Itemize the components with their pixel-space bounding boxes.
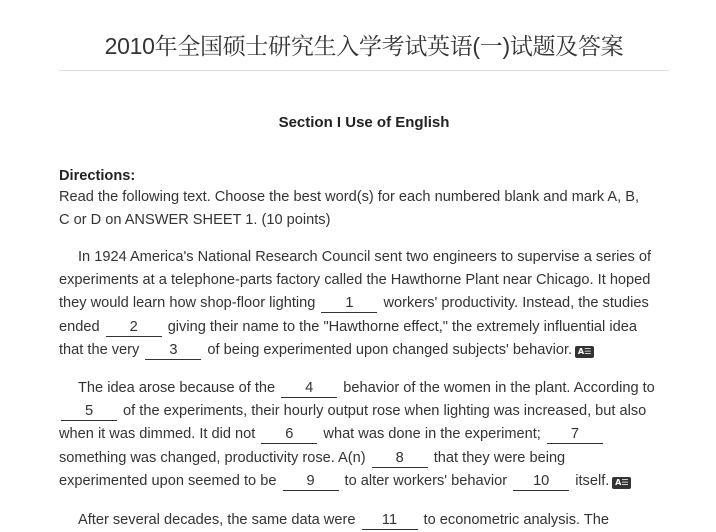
paragraph-1 xyxy=(59,246,669,362)
text-run: to econometric analysis. The xyxy=(419,512,610,528)
blank-1: 1 xyxy=(321,294,377,313)
note-icon[interactable]: A☰ xyxy=(612,477,631,489)
text-run: workers' productivity. Instead, the studies xyxy=(379,295,649,312)
paragraph-line xyxy=(59,377,669,400)
paragraph-line xyxy=(59,246,669,269)
directions-label: Directions: xyxy=(59,168,136,184)
text-run: giving their name to the "Hawthorne effect," the extremely influential idea xyxy=(163,318,637,335)
paragraph-line xyxy=(59,447,669,470)
section-heading: Section I Use of English xyxy=(278,114,450,131)
note-icon[interactable]: A☰ xyxy=(575,346,594,358)
paragraph-line xyxy=(59,269,669,292)
text-run: itself. xyxy=(571,472,610,489)
text-run: of being experimented upon changed subjects' behavior. xyxy=(203,341,573,358)
text-run: something was changed, productivity rose. A(n) xyxy=(59,449,370,466)
text-run: behavior of the women in the plant. According to xyxy=(339,380,655,396)
blank-4: 4 xyxy=(281,379,337,398)
paragraph-2 xyxy=(59,377,669,493)
blank-3: 3 xyxy=(145,341,201,360)
text-run: ended xyxy=(59,318,104,335)
blank-10: 10 xyxy=(513,472,569,491)
directions-block xyxy=(59,167,669,231)
paragraph-line xyxy=(59,423,669,446)
paragraph-3 xyxy=(59,509,669,532)
text-run: that they were being xyxy=(429,449,566,466)
blank-2: 2 xyxy=(106,318,162,337)
text-run: to alter workers' behavior xyxy=(340,472,512,489)
text-run: that the very xyxy=(59,341,144,358)
text-run: experiments at a telephone-parts factory called the Hawthorne Plant near Chicago. It hoped xyxy=(59,272,651,289)
paragraph-line xyxy=(59,316,669,339)
blank-11: 11 xyxy=(362,511,418,530)
blank-6: 6 xyxy=(261,425,317,444)
text-run: of the experiments, their hourly output rose when lighting was increased, but also xyxy=(119,403,647,420)
directions-text-line: C or D on ANSWER SHEET 1. (10 points) xyxy=(59,211,331,228)
text-run: The idea arose because of the xyxy=(78,380,280,396)
page-title: 2010年全国硕士研究生入学考试英语(一)试题及答案 xyxy=(104,33,624,59)
blank-5: 5 xyxy=(61,402,117,421)
text-run: when it was dimmed. It did not xyxy=(59,426,260,443)
text-run: they would learn how shop-floor lighting xyxy=(59,295,320,312)
text-run: After several decades, the same data were xyxy=(78,512,360,528)
paragraph-line xyxy=(59,470,669,493)
directions-text-line: Read the following text. Choose the best word(s) for each numbered blank and mark A, B, xyxy=(59,189,640,205)
title-divider xyxy=(59,70,669,71)
text-run: In 1924 America's National Research Council sent two engineers to supervise a series of xyxy=(78,249,652,265)
blank-7: 7 xyxy=(547,425,603,444)
paragraph-line xyxy=(59,400,669,423)
text-run: what was done in the experiment; xyxy=(319,426,545,443)
paragraph-line xyxy=(59,292,669,315)
blank-8: 8 xyxy=(372,449,428,468)
text-run: experimented upon seemed to be xyxy=(59,472,281,489)
blank-9: 9 xyxy=(283,472,339,491)
paragraph-line xyxy=(59,339,669,362)
document-page xyxy=(59,0,669,528)
paragraph-line xyxy=(59,509,669,532)
